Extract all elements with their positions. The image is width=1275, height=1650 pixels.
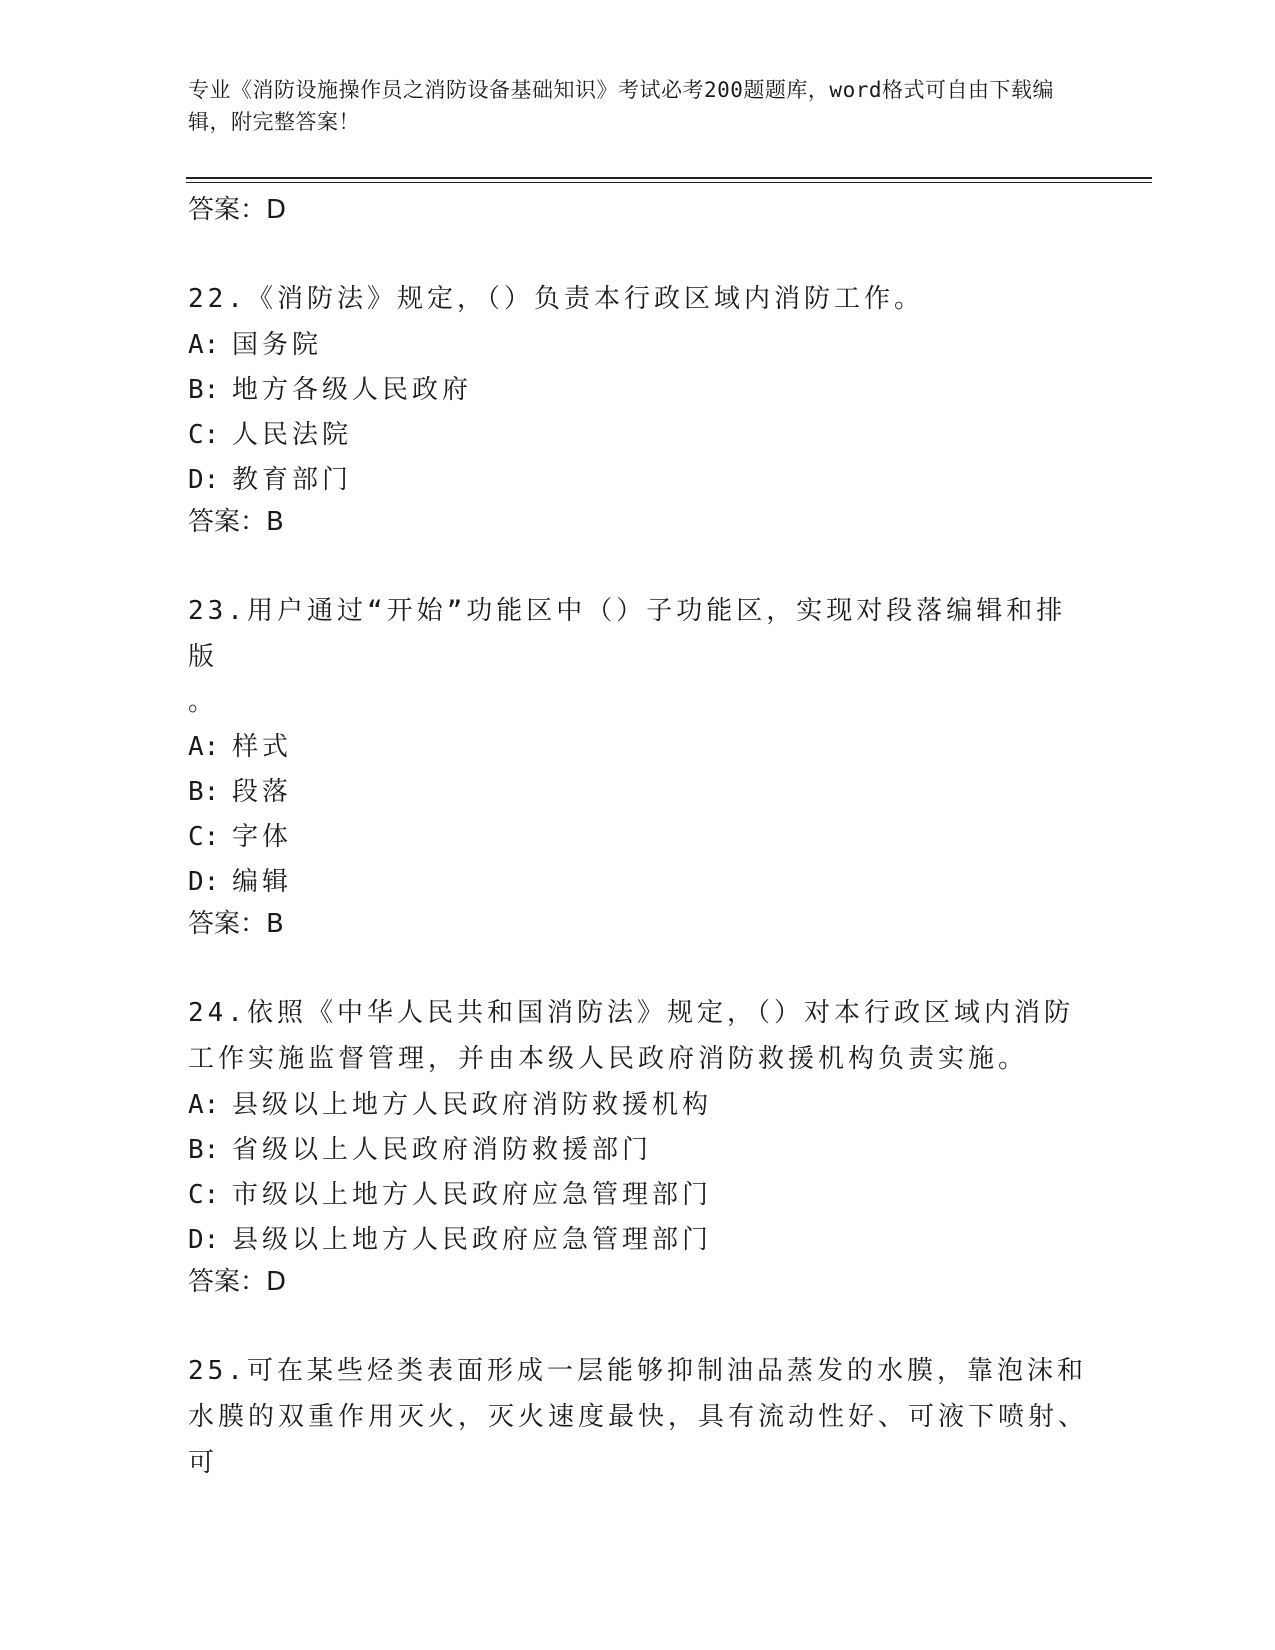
question-24 — [188, 990, 1088, 1302]
question-stem: 24.依照《中华人民共和国消防法》规定，（）对本行政区域内消防工作实施监督管理，并由本级人民政府消防救援机构负责实施。 — [188, 998, 1074, 1074]
answer-q23: 答案：B — [188, 909, 284, 939]
option-d — [188, 859, 1088, 904]
header-divider — [186, 177, 1152, 183]
option-key: D: — [188, 867, 220, 897]
answer-q21: 答案：D — [188, 195, 287, 225]
option-text: 县级以上地方人民政府应急管理部门 — [232, 1225, 713, 1255]
option-a — [188, 724, 1088, 769]
option-text: 县级以上地方人民政府消防救援机构 — [232, 1090, 713, 1120]
option-key: A: — [188, 330, 220, 360]
option-text: 样式 — [232, 732, 293, 762]
page-header — [188, 74, 1068, 138]
option-key: B: — [188, 777, 220, 807]
option-key: D: — [188, 465, 220, 495]
option-key: C: — [188, 1180, 220, 1210]
option-text: 市级以上地方人民政府应急管理部门 — [232, 1180, 713, 1210]
option-text: 地方各级人民政府 — [232, 375, 473, 405]
option-key: A: — [188, 1090, 220, 1120]
option-a — [188, 322, 1088, 367]
option-text: 省级以上人民政府消防救援部门 — [232, 1135, 653, 1165]
option-text: 国务院 — [232, 330, 323, 360]
document-body — [188, 190, 1088, 1486]
option-b — [188, 769, 1088, 814]
option-key: B: — [188, 375, 220, 405]
option-key: C: — [188, 822, 220, 852]
option-d — [188, 1217, 1088, 1262]
question-23 — [188, 588, 1088, 944]
question-stem: 23.用户通过“开始”功能区中（）子功能区，实现对段落编辑和排版 — [188, 596, 1067, 672]
option-text: 编辑 — [232, 867, 293, 897]
option-key: D: — [188, 1225, 220, 1255]
question-stem: 22.《消防法》规定，（）负责本行政区域内消防工作。 — [188, 284, 924, 314]
option-b — [188, 1127, 1088, 1172]
question-stem-tail: 。 — [188, 687, 215, 717]
option-c — [188, 412, 1088, 457]
option-text: 人民法院 — [232, 420, 353, 450]
option-key: A: — [188, 732, 220, 762]
option-text: 字体 — [232, 822, 293, 852]
question-22 — [188, 276, 1088, 542]
question-25 — [188, 1348, 1088, 1486]
option-text: 教育部门 — [232, 465, 353, 495]
option-text: 段落 — [232, 777, 293, 807]
option-c — [188, 814, 1088, 859]
option-b — [188, 367, 1088, 412]
answer-q24: 答案：D — [188, 1267, 287, 1297]
option-c — [188, 1172, 1088, 1217]
option-a — [188, 1082, 1088, 1127]
question-stem: 25.可在某些烃类表面形成一层能够抑制油品蒸发的水膜，靠泡沫和水膜的双重作用灭火，灭火速度最快，具有流动性好、可液下喷射、可 — [188, 1356, 1089, 1478]
option-key: C: — [188, 420, 220, 450]
header-text: 专业《消防设施操作员之消防设备基础知识》考试必考200题题库，word格式可自由下载编辑，附完整答案！ — [188, 78, 1054, 134]
option-d — [188, 457, 1088, 502]
option-key: B: — [188, 1135, 220, 1165]
answer-q22: 答案：B — [188, 507, 284, 537]
